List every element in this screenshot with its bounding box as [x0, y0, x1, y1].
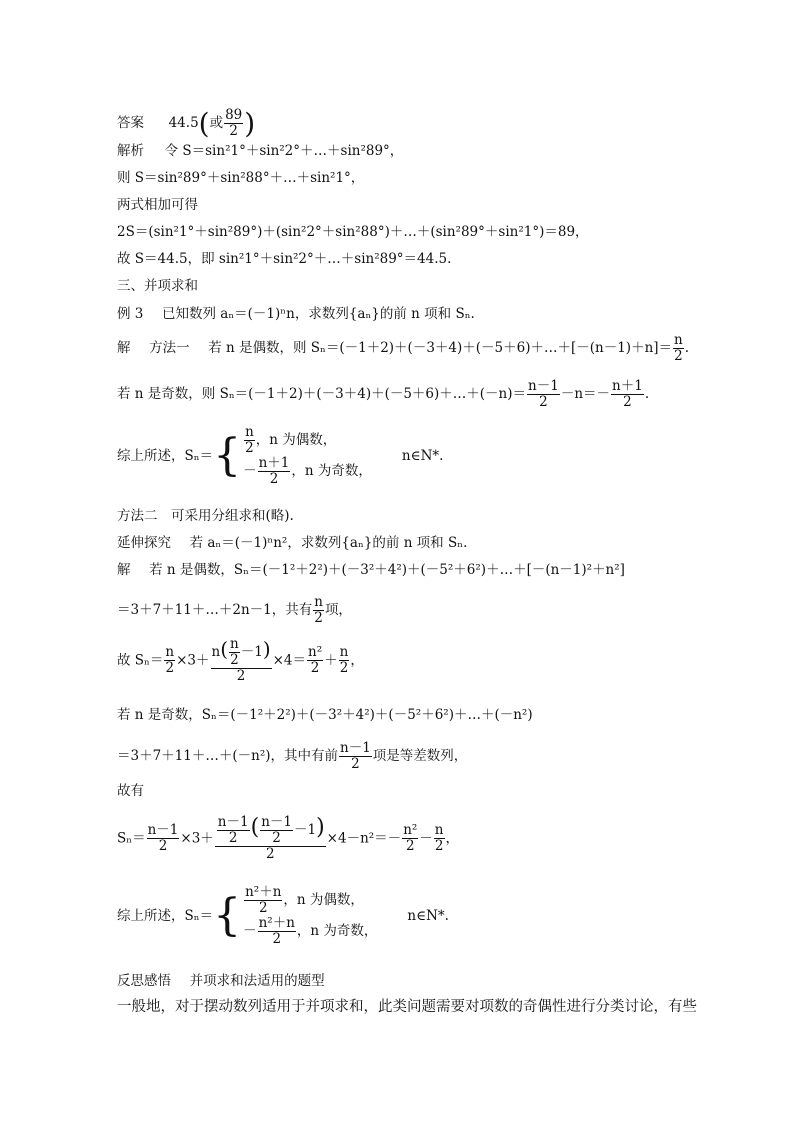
o-f1-fraction: [147, 823, 180, 854]
even-frac-num: n: [674, 332, 683, 348]
r1-num: n²: [308, 644, 323, 660]
left-brace: {: [213, 430, 242, 481]
case2-odd-num: n²＋n: [258, 915, 295, 931]
answer-line: [117, 108, 255, 139]
even-sum-formula: [117, 637, 364, 684]
reflection-title-line: [117, 972, 325, 990]
big-fraction: [211, 637, 272, 684]
extension-label: 延伸探究: [117, 535, 171, 551]
o-r2-fraction: [434, 823, 445, 854]
solution2-odd-line1: 若 n 是奇数，Sₙ＝(－1²＋2²)＋(－3²＋4²)＋(－5²＋6²)＋…＋(－n²): [117, 707, 533, 723]
case2-even-text: ，n 为偶数，: [283, 892, 364, 908]
extension-text: 若 aₙ＝(－1)ⁿn²，求数列{aₙ}的前 n 项和 Sₙ.: [189, 535, 468, 551]
case2-odd: [243, 916, 377, 947]
summary2: [117, 885, 449, 947]
analysis-text-1: 令 S＝sin²1°＋sin²2°＋…＋sin²89°，: [164, 143, 404, 159]
o-inner-a: [217, 815, 250, 846]
paren-open: (: [220, 637, 229, 661]
analysis-line-2: 则 S＝sin²89°＋sin²88°＋…＋sin²1°，: [117, 170, 365, 186]
o-inner-a-den: 2: [228, 830, 238, 846]
paren-close: ): [262, 637, 271, 661]
o-inner-a-num: n－1: [217, 814, 249, 830]
odd-fraction-2: [611, 379, 644, 410]
analysis-line-5: 故 S＝44.5，即 sin²1°＋sin²2°＋…＋sin²89°＝44.5.: [117, 251, 452, 267]
solution2-odd-line2: [117, 741, 467, 772]
s-label: Sₙ＝: [117, 830, 146, 847]
inner-frac-num: n: [230, 636, 239, 652]
summary1: [117, 425, 443, 487]
summary1-label: 综上所述，Sₙ＝: [117, 448, 214, 464]
solution2-label: 解: [117, 562, 131, 578]
r2-fraction: [339, 645, 350, 676]
odd-frac2-den: 2: [623, 394, 632, 410]
solution2-even-line2: [117, 595, 352, 626]
so-label: 故 Sₙ＝: [117, 652, 164, 669]
odd-count-den: 2: [351, 756, 360, 772]
extension-line: [117, 534, 467, 552]
f1-fraction: [164, 645, 175, 676]
o-comma: ，: [445, 830, 459, 847]
odd-count-fraction: [339, 741, 372, 772]
analysis-line-4: 2S＝(sin²1°＋sin²89°)＋(sin²2°＋sin²88°)＋…＋(sin²89°＋sin²1°)＝89，: [117, 224, 589, 240]
o-times3: ×3＋: [180, 830, 214, 847]
answer-fraction: [224, 108, 243, 139]
o-big-fraction: [215, 815, 326, 862]
o-r1-fraction: [402, 823, 418, 854]
odd-frac1-den: 2: [539, 394, 548, 410]
case2-even-num: n²＋n: [245, 884, 282, 900]
analysis-line-1: [117, 142, 403, 160]
solution-label: 解: [117, 340, 131, 356]
o-minus: －: [419, 830, 433, 847]
times3: ×3＋: [176, 652, 210, 669]
case-odd-den: 2: [269, 471, 279, 487]
big-fraction-num: [211, 637, 272, 669]
case2-odd-text: ，n 为奇数，: [296, 923, 378, 939]
odd-count-num: n－1: [340, 740, 371, 756]
odd-fraction-1: [527, 379, 560, 410]
reflection-label: 反思感悟: [117, 973, 171, 989]
summary2-domain: n∈N*.: [407, 908, 449, 924]
case-even-num: n: [245, 424, 254, 440]
odd-line2-post: 项是等差数列，: [372, 748, 468, 764]
even-count-num: n: [314, 594, 323, 610]
plus: ＋: [324, 652, 338, 669]
solution2-even-line1: [117, 561, 625, 579]
o-f1-den: 2: [158, 838, 168, 854]
answer-value: 44.5: [168, 115, 199, 131]
r2-num: n: [339, 644, 349, 660]
analysis-line-3: 两式相加可得: [117, 197, 198, 213]
even-count-fraction: [313, 595, 324, 626]
o-big-fraction-num: [215, 815, 326, 847]
case-odd-text: ，n 为奇数，: [291, 463, 372, 479]
case2-odd-sign: －: [243, 923, 257, 939]
case-even-text: ，n 为偶数，: [255, 432, 337, 448]
odd-frac1-num: n－1: [528, 378, 559, 394]
o-inner-minus: －1: [293, 822, 317, 838]
o-r2-den: 2: [434, 838, 444, 854]
section-title: 三、并项求和: [117, 278, 198, 294]
o-big-fraction-den: 2: [265, 846, 275, 862]
case-even: [243, 425, 372, 456]
method2-line: 方法二 可采用分组求和(略).: [117, 508, 294, 524]
inner-frac-den: 2: [230, 652, 239, 668]
even-result-fraction: [673, 333, 684, 364]
o-inner-b-den: 2: [272, 830, 281, 846]
case-odd-num: n＋1: [258, 455, 290, 471]
reflection-text: 一般地，对于摆动数列适用于并项求和，此类问题需要对项数的奇偶性进行分类讨论，有些: [117, 999, 697, 1015]
example-3: [117, 305, 475, 323]
odd-sum-formula: [117, 815, 459, 862]
solution2-even-text: 若 n 是偶数，Sₙ＝(－1²＋2²)＋(－3²＋4²)＋(－5²＋6²)＋…＋[－(n－1)²＋n²]: [149, 562, 625, 578]
o-f1-num: n－1: [147, 822, 179, 838]
o-paren-close: ): [316, 815, 325, 840]
r1-den: 2: [310, 660, 320, 676]
case-even-den: 2: [245, 440, 254, 456]
reflection-title: 并项求和法适用的题型: [189, 973, 325, 989]
o-inner-b: [260, 815, 293, 846]
case2-even-fraction: [244, 885, 282, 916]
even-sum-text: 若 n 是偶数，则 Sₙ＝(－1＋2)＋(－3＋4)＋(－5＋6)＋…＋[－(n－1)＋n]＝: [208, 340, 673, 356]
solution1-odd-line: 若 n 是奇数，则 Sₙ＝(－1＋2)＋(－3＋4)＋(－5＋6)＋…＋(－n)＝ $\frac{n-1}{2}$ －n＝－ $\frac{n+1}{2}$ .: [117, 378, 650, 410]
even-count-den: 2: [314, 610, 323, 626]
o-r1-den: 2: [405, 838, 415, 854]
cases-2: [243, 885, 377, 947]
case2-odd-fraction: [258, 916, 296, 947]
answer-fraction-num: 89: [225, 107, 243, 123]
f1-num: n: [165, 644, 175, 660]
inner-n: n: [211, 644, 221, 660]
big-fraction-den: 2: [236, 668, 246, 684]
cases-1: [243, 425, 372, 487]
case-odd: [243, 456, 372, 487]
odd-mid-text: －n＝－: [560, 386, 611, 402]
answer-alt-text: 或: [209, 115, 224, 131]
example-label: 例 3: [117, 306, 144, 322]
analysis-label: 解析: [117, 143, 144, 159]
case2-even: [243, 885, 377, 916]
even-frac-den: 2: [674, 348, 683, 364]
f1-den: 2: [165, 660, 175, 676]
left-brace-2: {: [213, 890, 242, 941]
o-inner-b-num: n－1: [261, 814, 292, 830]
odd-sum-text: 若 n 是奇数，则 Sₙ＝(－1＋2)＋(－3＋4)＋(－5＋6)＋…＋(－n)＝: [117, 386, 527, 402]
solution1-even-line: 解 方法一 若 n 是偶数，则 Sₙ＝(－1＋2)＋(－3＋4)＋(－5＋6)＋…＋[－(n－1)＋n]＝ $\frac{n}{2}$ .: [117, 332, 690, 364]
o-r2-num: n: [434, 822, 444, 838]
times4: ×4＝: [272, 652, 307, 669]
right-paren: ): [244, 106, 256, 140]
summary2-label: 综上所述，Sₙ＝: [117, 908, 214, 924]
r2-den: 2: [339, 660, 349, 676]
o-paren-open: (: [250, 815, 260, 840]
comma: ，: [350, 652, 364, 669]
r1-fraction: [307, 645, 323, 676]
odd-line2-text: ＝3＋7＋11＋…＋(－n²)，其中有前: [117, 748, 338, 764]
inner-frac: [229, 637, 240, 668]
odd-frac2-num: n＋1: [612, 378, 643, 394]
inner-minus: －1: [240, 644, 263, 660]
summary1-domain: n∈N*.: [401, 448, 444, 464]
method1-label: 方法一: [149, 340, 190, 356]
answer-fraction-den: 2: [229, 123, 238, 139]
case-even-fraction: [244, 425, 255, 456]
left-paren: (: [198, 106, 210, 140]
case-odd-fraction: [258, 456, 291, 487]
even-line2-post: 项，: [324, 602, 352, 618]
case-odd-sign: －: [243, 463, 257, 479]
example-text: 已知数列 aₙ＝(－1)ⁿn，求数列{aₙ}的前 n 项和 Sₙ.: [161, 306, 475, 322]
answer-label: 答案: [117, 115, 144, 131]
even-line2-text: ＝3＋7＋11＋…＋2n－1，共有: [117, 602, 313, 618]
therefore-line: 故有: [117, 783, 144, 799]
o-r1-num: n²: [403, 822, 418, 838]
case2-even-den: 2: [258, 900, 268, 916]
o-times4: ×4－n²＝－: [326, 830, 402, 847]
case2-odd-den: 2: [272, 931, 282, 947]
